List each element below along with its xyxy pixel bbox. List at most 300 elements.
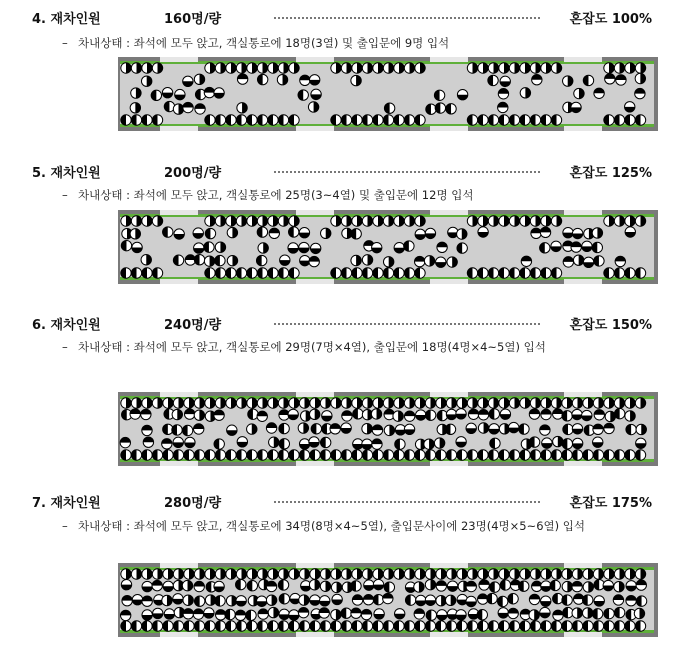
passenger-icon [269,228,279,238]
passenger-icon [257,569,267,579]
passenger-icon [425,228,435,238]
passenger-icon [635,115,645,125]
passenger-icon [634,608,644,618]
passenger-icon [573,255,583,265]
capacity-value: 200명/량 [164,166,222,181]
door-gap [296,210,334,215]
passenger-icon [299,398,309,408]
passenger-icon [153,608,163,618]
passenger-icon [173,437,183,447]
passenger-icon [121,115,131,125]
passenger-icon [635,73,645,83]
passenger-icon [142,216,152,226]
door-gap [160,392,198,397]
passenger-icon [541,63,551,73]
passenger-icon [383,268,393,278]
passenger-icon [341,268,351,278]
passenger-icon [604,216,614,226]
passenger-icon [142,569,152,579]
passenger-icon [616,75,626,85]
passenger-icon [625,268,635,278]
passenger-icon [247,424,257,434]
passenger-icon [605,74,615,84]
passenger-icon [205,115,215,125]
passenger-icon [445,595,455,605]
passenger-icon [508,608,518,618]
passenger-icon [604,450,614,460]
passenger-icon [373,621,383,631]
capacity-value: 280명/량 [164,496,222,511]
passenger-icon [405,595,415,605]
passenger-icon [183,609,193,619]
passenger-icon [572,569,582,579]
passenger-icon [299,227,309,237]
passenger-icon [361,609,371,619]
passenger-icon [436,398,446,408]
passenger-icon [509,569,519,579]
passenger-icon [131,63,141,73]
passenger-icon [446,621,456,631]
passenger-icon [257,268,267,278]
passenger-icon [582,608,592,618]
passenger-icon [257,411,267,421]
passenger-icon [604,569,614,579]
passenger-icon [226,115,236,125]
passenger-icon [322,411,332,421]
passenger-icon [635,268,645,278]
passenger-icon [236,115,246,125]
passenger-icon [384,425,394,435]
passenger-icon [279,594,289,604]
passenger-icon [142,115,152,125]
passenger-icon [236,621,246,631]
passenger-icon [540,227,550,237]
passenger-icon [593,437,603,447]
passenger-icon [352,621,362,631]
passenger-icon [572,581,582,591]
passenger-icon [529,409,539,419]
passenger-icon [268,268,278,278]
passenger-icon [310,398,320,408]
passenger-icon [415,621,425,631]
door-gap [430,210,468,215]
passenger-icon [467,63,477,73]
door-gap [296,392,334,397]
passenger-icon [434,90,444,100]
passenger-icon [416,595,426,605]
passenger-icon [614,607,624,617]
passenger-icon [488,75,498,85]
passenger-icon [593,424,603,434]
passenger-icon [173,255,183,265]
passenger-icon [363,595,373,605]
passenger-icon [478,63,488,73]
section-title: 6. 재차인원 [32,318,101,333]
passenger-icon [426,610,436,620]
passenger-icon [353,409,363,419]
passenger-icon [605,411,615,421]
passenger-icon [280,255,290,265]
passenger-icon [416,410,426,420]
passenger-icon [214,410,224,420]
passenger-icon [425,621,435,631]
passenger-icon [488,268,498,278]
passenger-icon [488,115,498,125]
passenger-icon [583,398,593,408]
passenger-icon [635,621,645,631]
passenger-icon [132,594,142,604]
passenger-icon [362,398,372,408]
passenger-icon [131,88,141,98]
passenger-icon [415,216,425,226]
passenger-icon [341,398,351,408]
passenger-icon [572,409,582,419]
passenger-icon [478,268,488,278]
passenger-icon [121,569,131,579]
passenger-icon [309,409,319,419]
passenger-icon [142,596,152,606]
passenger-icon [309,580,319,590]
passenger-icon [362,621,372,631]
passenger-icon [152,450,162,460]
passenger-icon [152,580,162,590]
passenger-icon [341,569,351,579]
door-gap [296,279,334,284]
passenger-icon [289,621,299,631]
passenger-icon [457,243,467,253]
passenger-icon [205,595,215,605]
passenger-icon [341,115,351,125]
passenger-icon [237,103,247,113]
passenger-icon [404,569,414,579]
passenger-icon [183,76,193,86]
passenger-icon [437,242,447,252]
passenger-icon [635,398,645,408]
passenger-icon [362,450,372,460]
passenger-icon [372,242,382,252]
door-gap [160,210,198,215]
passenger-icon [553,436,563,446]
passenger-icon [246,610,256,620]
passenger-icon [498,89,508,99]
passenger-icon [383,115,393,125]
passenger-icon [613,595,623,605]
passenger-icon [626,581,636,591]
passenger-icon [383,216,393,226]
passenger-icon [173,450,183,460]
passenger-icon [214,88,224,98]
passenger-icon [362,569,372,579]
passenger-icon [278,216,288,226]
passenger-icon [509,63,519,73]
passenger-icon [278,115,288,125]
passenger-icon [278,569,288,579]
passenger-icon [499,268,509,278]
passenger-icon [237,74,247,84]
passenger-icon [299,242,309,252]
capacity-value: 240명/량 [164,318,222,333]
passenger-icon [394,243,404,253]
passenger-icon [574,88,584,98]
passenger-icon [436,581,446,591]
passenger-icon [320,398,330,408]
passenger-icon [562,411,572,421]
passenger-icon [205,621,215,631]
passenger-icon [289,569,299,579]
passenger-icon [467,621,477,631]
passenger-icon [278,580,288,590]
passenger-icon [615,256,625,266]
door-gap [564,57,602,62]
passenger-icon [215,242,225,252]
passenger-icon [308,102,318,112]
passenger-icon [394,216,404,226]
passenger-icon [563,424,573,434]
passenger-icon [384,103,394,113]
passenger-icon [288,409,298,419]
passenger-icon [342,411,352,421]
passenger-icon [437,610,447,620]
passenger-icon [351,255,361,265]
passenger-icon [635,63,645,73]
passenger-icon [383,257,393,267]
passenger-icon [310,569,320,579]
passenger-icon [509,216,519,226]
passenger-icon [278,621,288,631]
passenger-icon [404,216,414,226]
passenger-icon [404,411,414,421]
passenger-icon [529,437,539,447]
passenger-icon [247,216,257,226]
passenger-icon [625,216,635,226]
passenger-icon [553,593,563,603]
door-gap [160,461,198,466]
passenger-icon [341,450,351,460]
passenger-icon [173,104,183,114]
passenger-icon [478,450,488,460]
passenger-icon [488,216,498,226]
passenger-icon [121,268,131,278]
passenger-icon [583,582,593,592]
passenger-icon [487,593,497,603]
passenger-icon [194,569,204,579]
passenger-icon [529,594,539,604]
passenger-icon [551,569,561,579]
door-gap [160,632,198,637]
passenger-icon [257,63,267,73]
passenger-icon [236,579,246,589]
passenger-icon [415,398,425,408]
passenger-icon [614,621,624,631]
passenger-icon [500,409,510,419]
passenger-icon [214,581,224,591]
passenger-icon [331,216,341,226]
passenger-icon [625,450,635,460]
passenger-icon [331,268,341,278]
passenger-icon [490,438,500,448]
passenger-icon [289,268,299,278]
passenger-icon [457,450,467,460]
passenger-icon [604,63,614,73]
passenger-icon [162,439,172,449]
passenger-icon [352,569,362,579]
passenger-icon [425,569,435,579]
passenger-icon [352,398,362,408]
passenger-icon [163,569,173,579]
passenger-icon [310,450,320,460]
passenger-icon [162,87,172,97]
passenger-icon [193,228,203,238]
passenger-icon [320,450,330,460]
passenger-icon [541,621,551,631]
passenger-icon [164,609,174,619]
passenger-icon [310,621,320,631]
passenger-icon [205,569,215,579]
passenger-icon [289,216,299,226]
passenger-icon [509,621,519,631]
passenger-icon [205,228,215,238]
passenger-icon [563,257,573,267]
passenger-icon [499,398,509,408]
passenger-icon [185,437,195,447]
passenger-icon [215,621,225,631]
passenger-icon [330,424,340,434]
passenger-icon [121,63,131,73]
passenger-icon [467,216,477,226]
passenger-icon [519,424,529,434]
passenger-icon [142,398,152,408]
passenger-icon [583,257,593,267]
passenger-icon [205,216,215,226]
passenger-icon [572,621,582,631]
passenger-icon [436,450,446,460]
passenger-icon [625,63,635,73]
passenger-icon [614,398,624,408]
passenger-icon [614,63,624,73]
passenger-icon [278,398,288,408]
passenger-icon [341,608,351,618]
passenger-icon [373,268,383,278]
passenger-icon [341,63,351,73]
passenger-icon [205,268,215,278]
passenger-icon [215,255,225,265]
passenger-icon [467,115,477,125]
congestion-value: 혼잡도 175% [569,496,652,511]
passenger-icon [488,398,498,408]
passenger-icon [424,439,434,449]
passenger-icon [636,438,646,448]
passenger-icon [635,216,645,226]
passenger-icon [436,569,446,579]
passenger-icon [604,423,614,433]
passenger-icon [362,255,372,265]
passenger-icon [247,450,257,460]
passenger-icon [278,63,288,73]
passenger-icon [468,409,478,419]
passenger-icon [594,88,604,98]
passenger-icon [489,424,499,434]
door-gap [430,392,468,397]
passenger-icon [299,439,309,449]
passenger-icon [414,256,424,266]
passenger-icon [551,115,561,125]
passenger-icon [499,115,509,125]
passenger-icon [257,216,267,226]
passenger-icon [193,424,203,434]
passenger-icon [635,88,645,98]
passenger-icon [626,424,636,434]
passenger-icon [425,410,435,420]
passenger-icon [121,621,131,631]
passenger-icon [204,608,214,618]
passenger-icon [183,595,193,605]
passenger-icon [415,115,425,125]
passenger-icon [447,581,457,591]
door-gap [430,632,468,637]
passenger-icon [635,450,645,460]
passenger-icon [142,63,152,73]
dotted-leader [274,323,540,325]
passenger-icon [351,608,361,618]
passenger-icon [604,268,614,278]
passenger-icon [226,450,236,460]
passenger-icon [204,87,214,97]
passenger-icon [266,595,276,605]
passenger-icon [625,569,635,579]
passenger-icon [152,216,162,226]
passenger-icon [572,424,582,434]
passenger-icon [121,450,131,460]
door-gap [296,126,334,131]
passenger-icon [351,75,361,85]
passenger-icon [268,216,278,226]
passenger-icon [226,268,236,278]
passenger-icon [142,621,152,631]
passenger-icon [509,422,519,432]
passenger-icon [205,63,215,73]
passenger-icon [215,569,225,579]
passenger-icon [214,439,224,449]
passenger-icon [142,450,152,460]
passenger-icon [488,621,498,631]
passenger-icon [541,398,551,408]
passenger-icon [436,596,446,606]
passenger-icon [236,450,246,460]
passenger-icon [215,596,225,606]
passenger-icon [520,621,530,631]
passenger-icon [636,580,646,590]
passenger-icon [364,580,374,590]
passenger-icon [205,450,215,460]
passenger-icon [226,569,236,579]
passenger-icon [193,609,203,619]
passenger-icon [509,268,519,278]
section-description: – 차내상태 : 좌석에 모두 앉고, 객실통로에 29명(7명×4열), 출입문에 18명(4명×4~5열) 입석 [62,340,546,354]
passenger-icon [530,268,540,278]
door-gap [564,563,602,568]
section-description: – 차내상태 : 좌석에 모두 앉고, 객실통로에 34명(8명×4~5열), 출입문사이에 23명(4명×5~6열) 입석 [62,519,586,533]
passenger-icon [185,409,195,419]
passenger-icon [456,610,466,620]
passenger-icon [373,63,383,73]
passenger-icon [583,621,593,631]
passenger-icon [163,227,173,237]
passenger-icon [184,569,194,579]
passenger-icon [530,398,540,408]
passenger-icon [319,608,329,618]
passenger-icon [562,595,572,605]
passenger-icon [478,216,488,226]
